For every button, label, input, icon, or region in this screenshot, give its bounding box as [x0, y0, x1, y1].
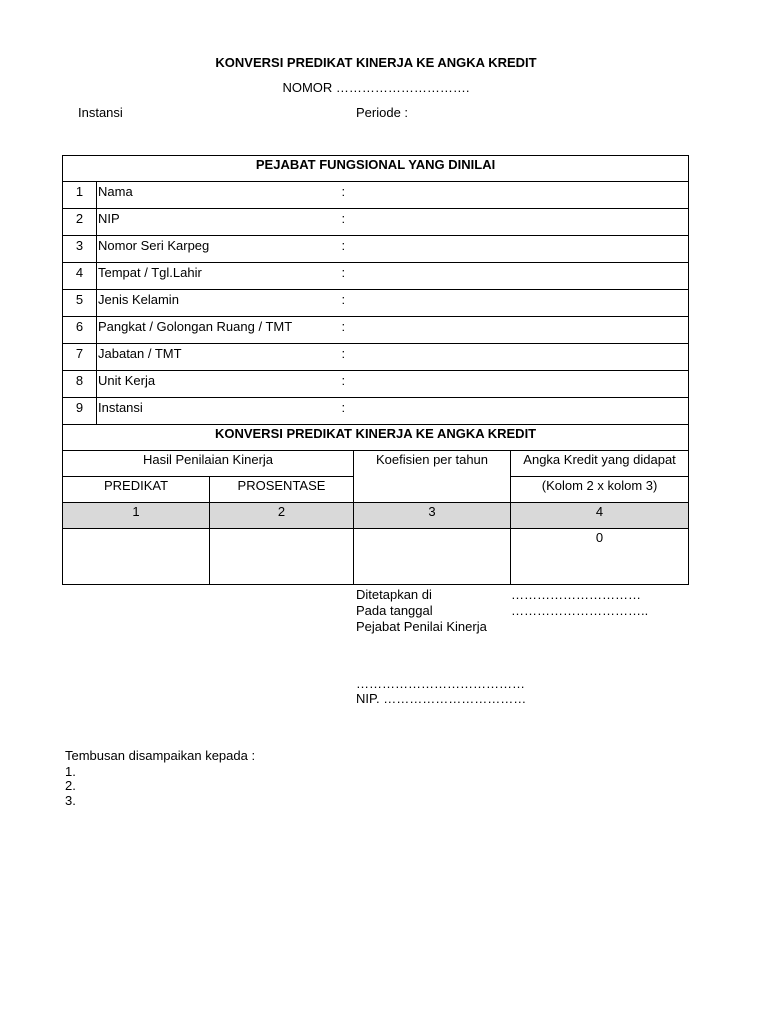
row-number: 9 [63, 398, 97, 425]
field-label-jenis-kelamin: Jenis Kelamin [97, 290, 342, 317]
tanggal-dots: ………………………….. [511, 603, 649, 618]
konversi-section-header: KONVERSI PREDIKAT KINERJA KE ANGKA KREDIT [63, 425, 689, 451]
column-number: 1 [63, 503, 210, 529]
predikat-header: PREDIKAT [63, 477, 210, 503]
periode-label: Periode : [356, 105, 409, 120]
list-item: 1. [65, 764, 76, 779]
field-value-nip: : [342, 209, 689, 236]
tanggal-label: Pada tanggal [356, 603, 433, 618]
row-number: 3 [63, 236, 97, 263]
hasil-penilaian-header: Hasil Penilaian Kinerja [63, 451, 354, 477]
field-label-ttl: Tempat / Tgl.Lahir [97, 263, 342, 290]
signatory-name-line: ………………………………… [356, 676, 525, 691]
instansi-label: Instansi [78, 105, 123, 120]
pejabat-penilai-label: Pejabat Penilai Kinerja [356, 619, 487, 634]
field-label-karpeg: Nomor Seri Karpeg [97, 236, 342, 263]
kolom-formula: (Kolom 2 x kolom 3) [511, 477, 689, 503]
table-row [63, 371, 689, 398]
table-row [63, 529, 689, 585]
form-table [62, 155, 689, 585]
row-number: 1 [63, 182, 97, 209]
field-label-instansi: Instansi [97, 398, 342, 425]
field-label-nama: Nama [97, 182, 342, 209]
field-label-pangkat: Pangkat / Golongan Ruang / TMT [97, 317, 342, 344]
angka-kredit-value: 0 [511, 529, 689, 585]
field-label-unit-kerja: Unit Kerja [97, 371, 342, 398]
prosentase-header: PROSENTASE [210, 477, 354, 503]
pejabat-section-header: PEJABAT FUNGSIONAL YANG DINILAI [63, 156, 689, 182]
angka-kredit-header: Angka Kredit yang didapat [511, 451, 689, 477]
column-number: 3 [354, 503, 511, 529]
table-row [63, 290, 689, 317]
koefisien-value [354, 529, 511, 585]
field-label-nip: NIP [97, 209, 342, 236]
field-value-instansi: : [342, 398, 689, 425]
field-value-karpeg: : [342, 236, 689, 263]
table-row [63, 209, 689, 236]
document-title: KONVERSI PREDIKAT KINERJA KE ANGKA KREDIT [215, 55, 537, 70]
signatory-nip-line: NIP. …………………………… [356, 691, 527, 706]
field-value-unit-kerja: : [342, 371, 689, 398]
field-value-nama: : [342, 182, 689, 209]
row-number: 5 [63, 290, 97, 317]
table-row [63, 344, 689, 371]
row-number: 2 [63, 209, 97, 236]
ditetapkan-label: Ditetapkan di [356, 587, 432, 602]
ditetapkan-dots: ………………………… [511, 587, 641, 602]
prosentase-value [210, 529, 354, 585]
column-number: 4 [511, 503, 689, 529]
table-row [63, 236, 689, 263]
table-row [63, 317, 689, 344]
tembusan-label: Tembusan disampaikan kepada : [65, 748, 256, 763]
predikat-value [63, 529, 210, 585]
row-number: 6 [63, 317, 97, 344]
table-row [63, 182, 689, 209]
koefisien-header: Koefisien per tahun [354, 451, 511, 503]
field-value-pangkat: : [342, 317, 689, 344]
table-row [63, 398, 689, 425]
list-item: 2. [65, 778, 76, 793]
row-number: 7 [63, 344, 97, 371]
list-item: 3. [65, 793, 76, 808]
table-row [63, 263, 689, 290]
nomor-line: NOMOR …………………………. [282, 80, 470, 95]
field-value-jenis-kelamin: : [342, 290, 689, 317]
row-number: 4 [63, 263, 97, 290]
row-number: 8 [63, 371, 97, 398]
field-value-ttl: : [342, 263, 689, 290]
field-label-jabatan: Jabatan / TMT [97, 344, 342, 371]
field-value-jabatan: : [342, 344, 689, 371]
column-number: 2 [210, 503, 354, 529]
